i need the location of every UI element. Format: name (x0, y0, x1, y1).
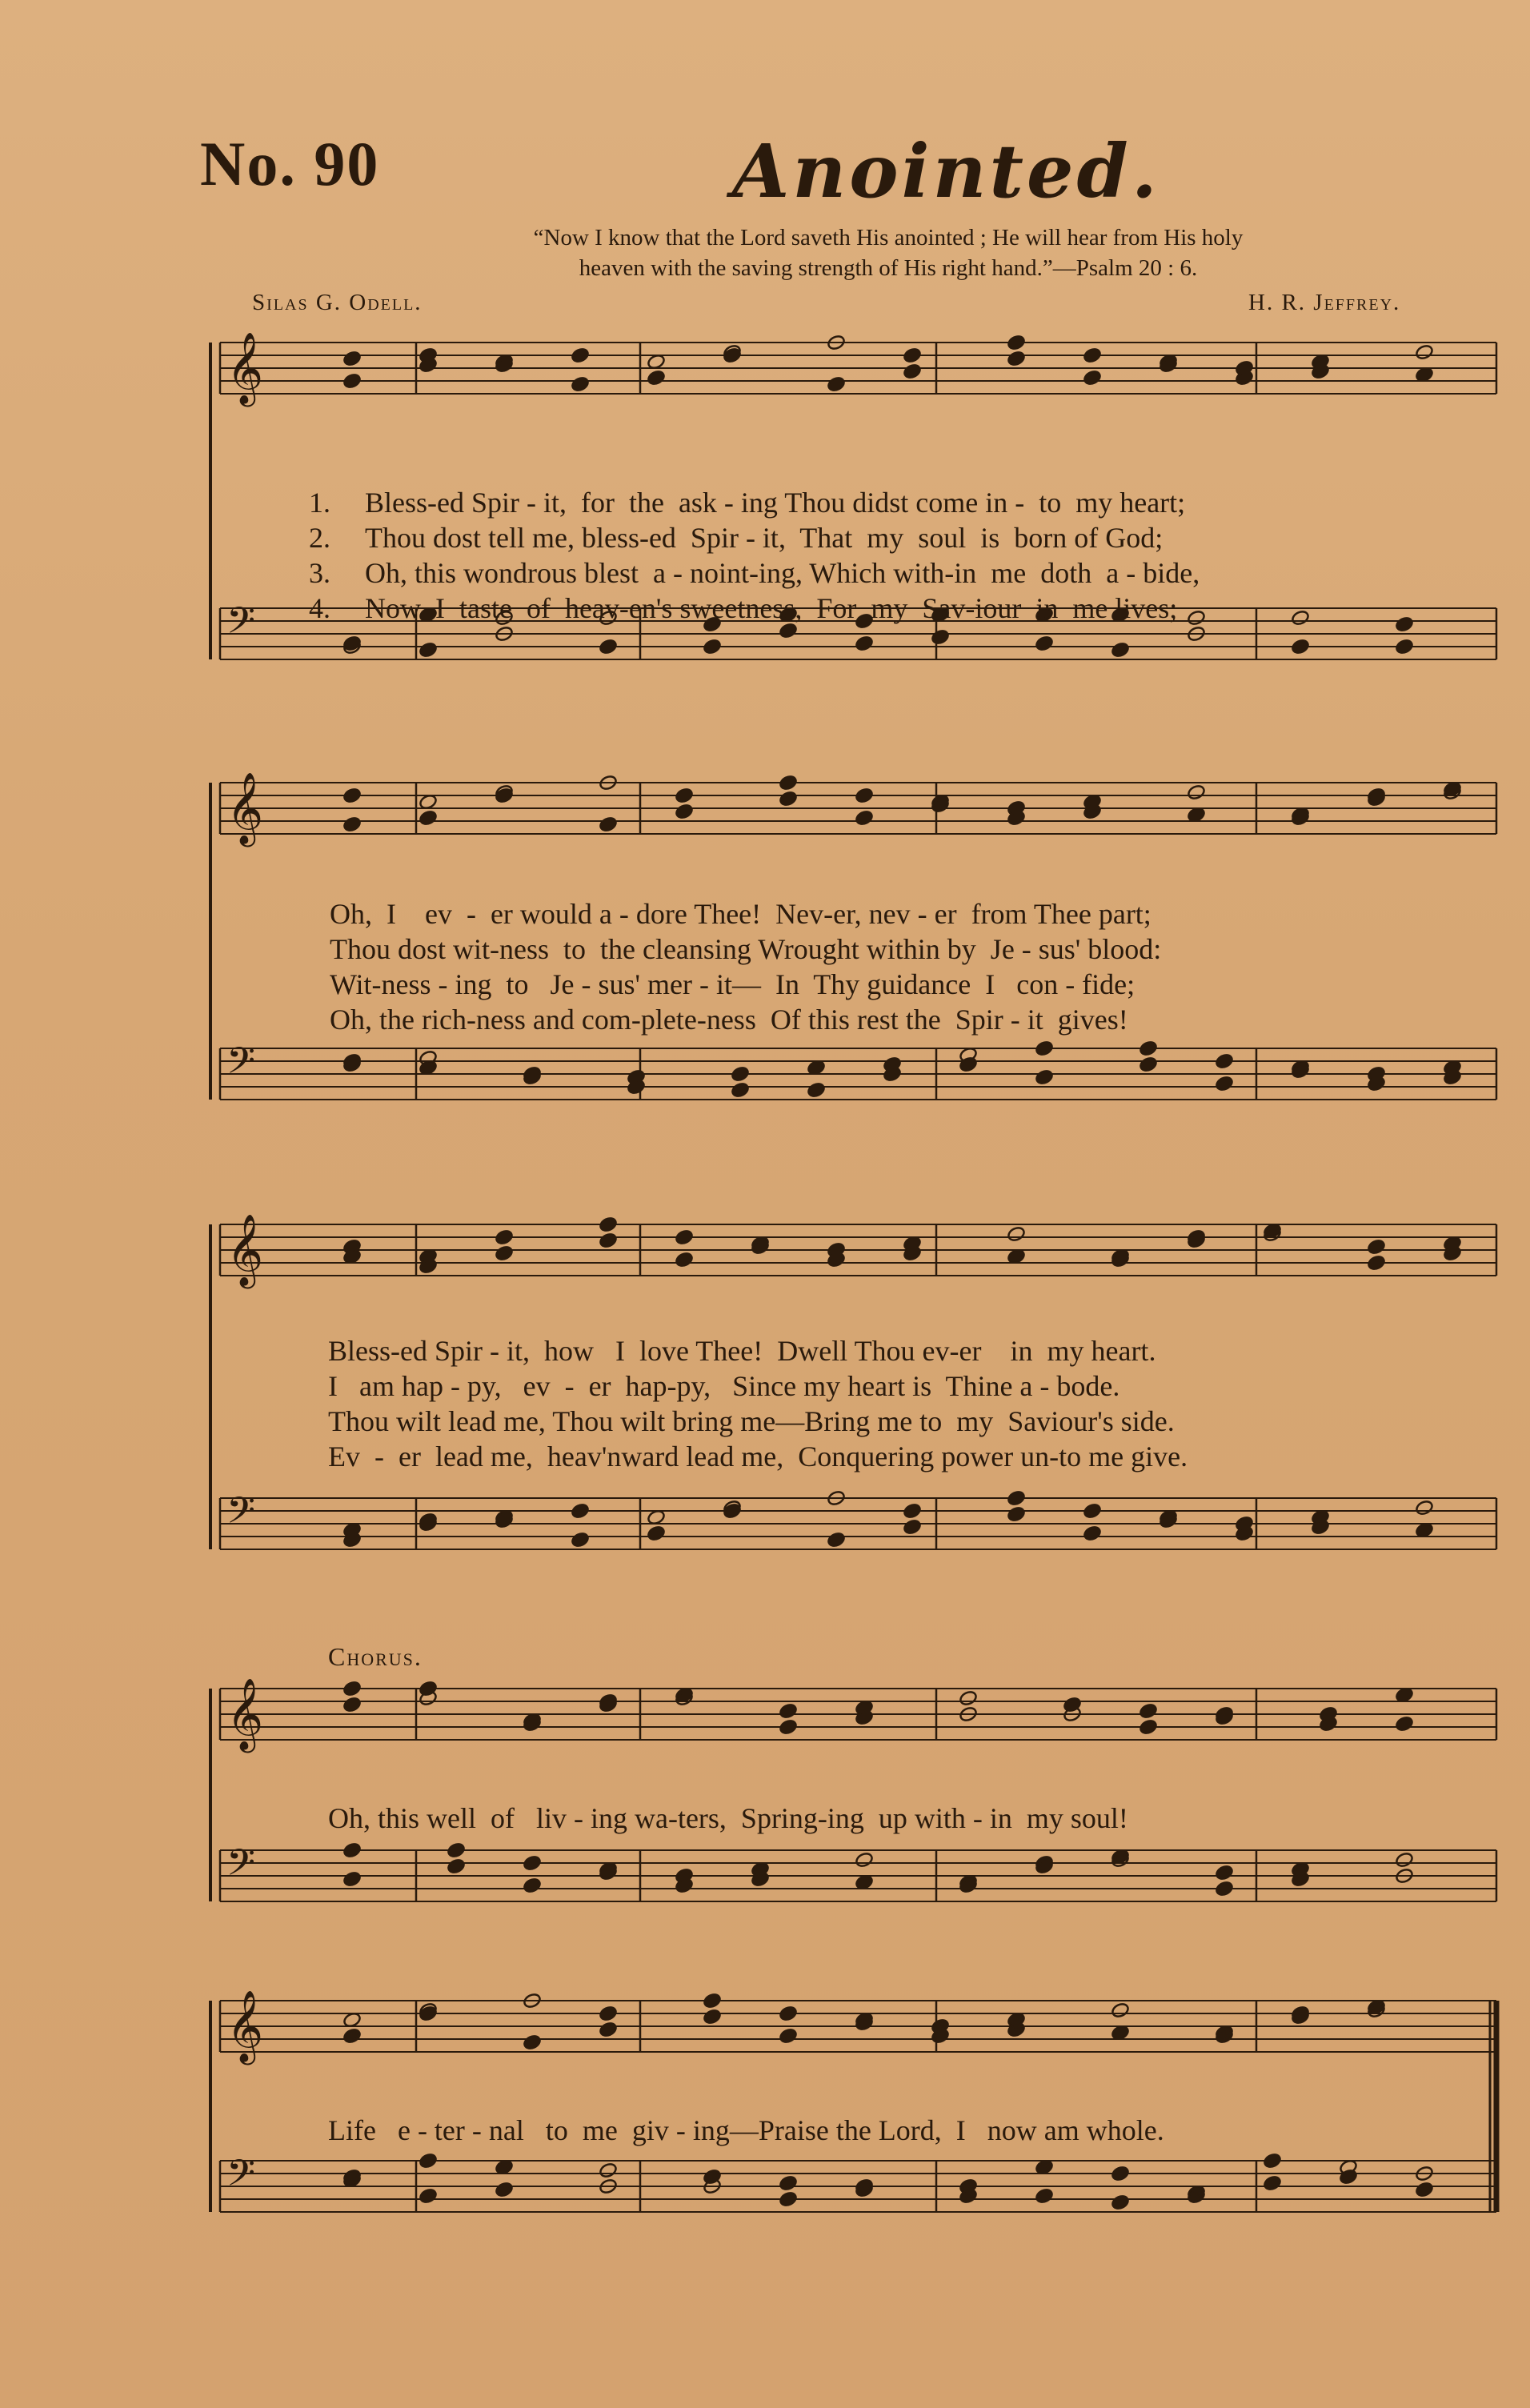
epigraph-line-2: heaven with the saving strength of His right hand.”—Psalm 20 : 6. (579, 255, 1198, 281)
note-head (675, 1251, 694, 1268)
note-head (1367, 1254, 1386, 1271)
note-head (1415, 1499, 1434, 1516)
lyric-line: Wit-ness - ing to Je - sus' mer - it— In Thy guidance I con - fide; (330, 968, 1135, 1000)
note-head (342, 1696, 362, 1713)
note-head (523, 1854, 542, 1871)
note-head (1139, 1702, 1158, 1719)
note-head (1007, 1489, 1026, 1506)
lyricist-credit: Silas G. Odell. (252, 290, 423, 315)
note-head (599, 2021, 618, 2037)
note-head (779, 2174, 798, 2191)
note-head (1111, 2194, 1130, 2210)
note-head (1187, 783, 1206, 800)
note-head (827, 1531, 846, 1548)
note-head (599, 2005, 618, 2021)
note-head (599, 815, 618, 832)
note-head (571, 1502, 590, 1519)
note-head (1007, 334, 1026, 351)
note-head (419, 2152, 438, 2169)
clef-symbol: 𝄞 (226, 1214, 264, 1286)
note-head (779, 2005, 798, 2021)
note-head (731, 1065, 750, 1082)
note-head (342, 350, 362, 367)
clef-symbol: 𝄞 (226, 772, 264, 844)
note-head (1415, 343, 1434, 360)
note-head (675, 803, 694, 819)
lyric-line: Ev - er lead me, heav'nward lead me, Conquering power un-to me give. (328, 1440, 1188, 1472)
note-head (571, 347, 590, 363)
note-head (779, 774, 798, 791)
note-head (675, 1228, 694, 1245)
note-head (1415, 2181, 1434, 2198)
note-head (1111, 2165, 1130, 2182)
note-head (1395, 1715, 1414, 1732)
lyric-line: I am hap - py, ev - er hap-py, Since my heart is Thine a - bode. (328, 1370, 1120, 1402)
note-head (1263, 2152, 1282, 2169)
lyric-line: Thou dost wit-ness to the cleansing Wrought within by Je - sus' blood: (330, 933, 1162, 965)
epigraph-line-1: “Now I know that the Lord saveth His anointed ; He will hear from His holy (533, 225, 1244, 250)
note-head (1367, 1238, 1386, 1255)
note-head (523, 2033, 542, 2050)
verse-number: 4. (309, 592, 330, 624)
note-head (1395, 615, 1414, 632)
note-head (571, 1531, 590, 1548)
lyric-line: Bless-ed Spir - it, how I love Thee! Dwell Thou ev-er in my heart. (328, 1335, 1156, 1367)
note-head (1035, 2187, 1054, 2204)
note-head (1263, 2174, 1282, 2191)
note-head (855, 787, 874, 803)
note-head (675, 787, 694, 803)
note-head (779, 2190, 798, 2207)
note-head (571, 375, 590, 392)
note-head (599, 1232, 618, 1248)
hymn-title: Anointed. (732, 128, 1160, 214)
lyric-line: Oh, I ev - er would a - dore Thee! Nev-er, nev - er from Thee part; (330, 898, 1152, 930)
note-head (495, 2181, 514, 2198)
note-head (779, 2027, 798, 2044)
note-head (599, 1216, 618, 1232)
clef-symbol: 𝄢 (226, 599, 256, 651)
note-head (731, 1081, 750, 1098)
note-head (903, 363, 922, 379)
note-head (779, 790, 798, 807)
clef-symbol: 𝄢 (226, 1841, 256, 1893)
verse-text: Bless-ed Spir - it, for the ask - ing Thou didst come in - to my heart; (365, 487, 1186, 519)
note-head (959, 1689, 978, 1706)
clef-symbol: 𝄞 (226, 1990, 264, 2062)
composer-credit: H. R. Jeffrey. (1248, 290, 1401, 315)
note-head (342, 1870, 362, 1887)
note-head (419, 2187, 438, 2204)
note-head (1215, 1052, 1234, 1069)
note-head (855, 809, 874, 826)
lyric-line: Oh, the rich-ness and com-plete-ness Of this rest the Spir - it gives! (330, 1004, 1128, 1036)
note-head (1395, 638, 1414, 655)
note-head (1139, 1040, 1158, 1056)
note-head (1215, 1864, 1234, 1881)
note-head (1215, 1880, 1234, 1897)
note-head (495, 1228, 514, 1245)
note-head (1395, 1851, 1414, 1868)
clef-symbol: 𝄢 (226, 2152, 256, 2204)
note-head (903, 1502, 922, 1519)
note-head (1007, 350, 1026, 367)
verse-number: 2. (309, 522, 330, 554)
lyric-line: Thou wilt lead me, Thou wilt bring me—Bring me to my Saviour's side. (328, 1405, 1175, 1437)
note-head (1035, 1068, 1054, 1085)
note-head (703, 1992, 722, 2009)
chorus-line-1: Oh, this well of liv - ing wa-ters, Spring-ing up with - in my soul! (328, 1802, 1128, 1834)
clef-symbol: 𝄢 (226, 1040, 256, 1092)
note-head (1215, 1075, 1234, 1092)
note-head (495, 1244, 514, 1261)
note-head (447, 1841, 466, 1858)
note-head (1139, 1056, 1158, 1072)
verse-text: Oh, this wondrous blest a - noint-ing, Which with-in me doth a - bide, (365, 557, 1200, 589)
verse-number: 3. (309, 557, 330, 589)
note-head (855, 1851, 874, 1868)
note-head (1139, 1718, 1158, 1735)
verse-number: 1. (309, 487, 330, 519)
note-head (1291, 609, 1310, 626)
note-head (1083, 1502, 1102, 1519)
note-head (1111, 2001, 1130, 2018)
note-head (419, 809, 438, 826)
note-head (342, 815, 362, 832)
note-head (1083, 1525, 1102, 1541)
note-head (342, 2027, 362, 2044)
hymn-number: No. 90 (200, 129, 380, 198)
chorus-label: Chorus. (328, 1642, 423, 1671)
note-head (447, 1857, 466, 1874)
note-head (807, 1081, 826, 1098)
note-head (703, 2008, 722, 2025)
note-head (1035, 1040, 1054, 1056)
note-head (342, 1841, 362, 1858)
note-head (1083, 369, 1102, 386)
note-head (779, 1702, 798, 1719)
verse-text: Now I taste of heav-en's sweetness, For my Sav-iour in me lives; (365, 592, 1178, 624)
note-head (342, 372, 362, 389)
note-head (342, 787, 362, 803)
note-head (342, 1680, 362, 1697)
note-head (1083, 347, 1102, 363)
note-head (1007, 1505, 1026, 1522)
clef-symbol: 𝄞 (226, 332, 264, 404)
clef-symbol: 𝄢 (226, 1489, 256, 1541)
note-head (827, 375, 846, 392)
chorus-line-2: Life e - ter - nal to me giv - ing—Praise the Lord, I now am whole. (328, 2114, 1164, 2146)
note-head (599, 2162, 618, 2178)
clef-symbol: 𝄞 (226, 1678, 264, 1750)
note-head (779, 1718, 798, 1735)
note-head (1291, 638, 1310, 655)
note-head (647, 369, 666, 386)
note-head (523, 1877, 542, 1893)
note-head (903, 1518, 922, 1535)
verse-text: Thou dost tell me, bless-ed Spir - it, That my soul is born of God; (365, 522, 1164, 554)
verse-4-line (280, 560, 1177, 656)
note-head (903, 347, 922, 363)
note-head (1007, 1225, 1026, 1242)
note-head (647, 1525, 666, 1541)
